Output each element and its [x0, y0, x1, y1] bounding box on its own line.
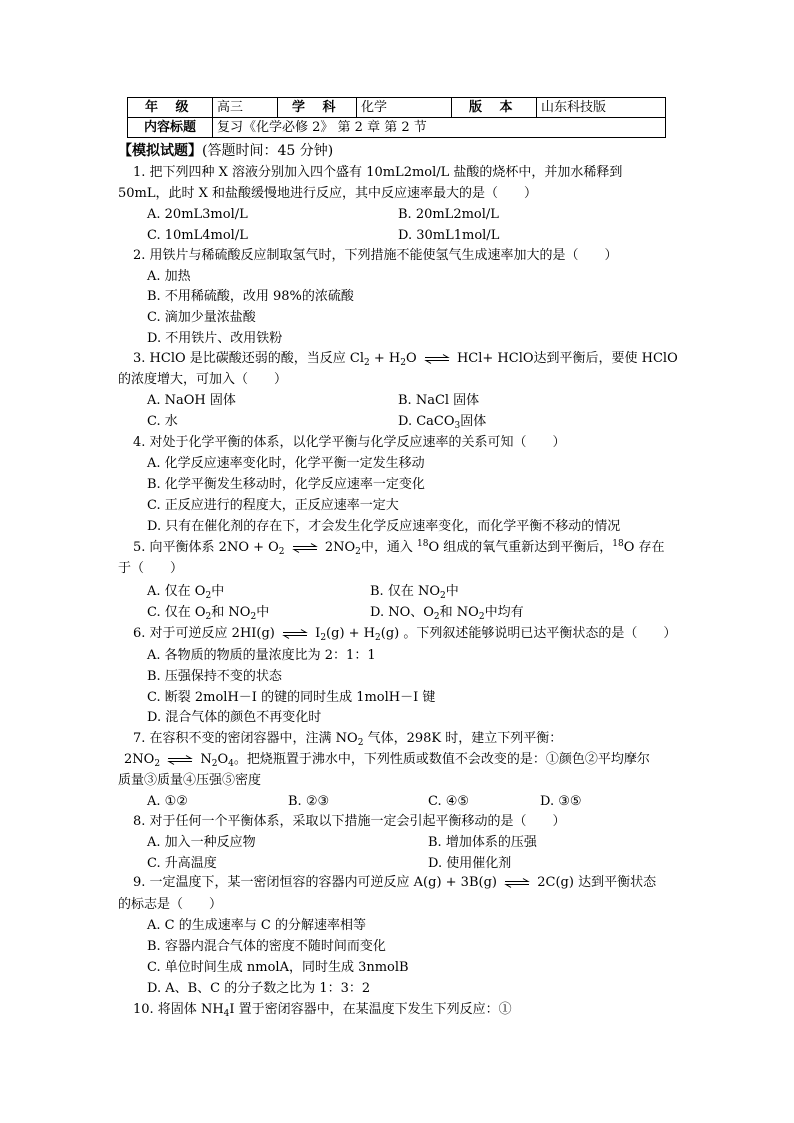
- q1-option-c: C. 10mL4mol/L: [147, 228, 248, 243]
- q6-text-a: 6. 对于可逆反应 2HI(g): [133, 626, 275, 641]
- equilibrium-arrow-icon: [424, 354, 450, 364]
- q6-option-a: A. 各物质的物质的量浓度比为 2：1：1: [147, 648, 376, 663]
- section-title: 【模拟试题】: [118, 143, 202, 159]
- q4-option-a: A. 化学反应速率变化时，化学平衡一定发生移动: [147, 456, 425, 471]
- q7-option-c: C. ④⑤: [428, 794, 470, 809]
- q7-text-f: 。把烧瓶置于沸水中，下列性质或数值不会改变的是：①颜色②平均摩尔: [233, 752, 650, 767]
- q5-option-c: [147, 603, 269, 623]
- q6-option-c: C. 断裂 2molH－I 的键的同时生成 1molH－I 键: [147, 690, 436, 705]
- q2-option-d: D. 不用铁片、改用铁粉: [147, 331, 283, 346]
- grade-label: 年 级: [128, 98, 213, 118]
- q9-line1: [133, 873, 656, 893]
- q6-option-d: D. 混合气体的颜色不再变化时: [147, 710, 322, 725]
- isotope-18: 18: [417, 539, 429, 549]
- q6-text-c: (g) + H: [326, 626, 376, 641]
- edition-value: 山东科技版: [537, 98, 666, 118]
- q5-d-text-end: 中均有: [484, 605, 524, 620]
- q2-option-b: B. 不用稀硫酸，改用 98%的浓硫酸: [147, 289, 354, 304]
- isotope-18: 18: [612, 539, 624, 549]
- q6-text-b: I: [315, 626, 321, 641]
- q5-option-b: [370, 582, 459, 602]
- q3-option-c: C. 水: [147, 414, 178, 429]
- q10-text-a: 10. 将固体 NH: [133, 1002, 224, 1017]
- q7-text-a: 7. 在容积不变的密闭容器中，注满 NO: [133, 731, 358, 746]
- q5-text-b: 2NO: [324, 540, 356, 555]
- q10-line1: [133, 1000, 512, 1020]
- q7-option-d: D. ③⑤: [540, 794, 582, 809]
- sub-2: 2: [357, 738, 364, 748]
- q1-option-a: A. 20mL3mol/L: [147, 207, 248, 222]
- edition-label: 版 本: [452, 98, 537, 118]
- q7-text-d: N: [200, 752, 212, 767]
- q6-option-b: B. 压强保持不变的状态: [147, 669, 282, 684]
- q5-d-text-mid: 和 NO: [439, 605, 479, 620]
- sub-2: 2: [250, 612, 257, 622]
- q5-text-a: 5. 向平衡体系 2NO + O: [133, 540, 279, 555]
- q2-line1: 2. 用铁片与稀硫酸反应制取氢气时，下列措施不能使氢气生成速率加大的是（ ）: [133, 248, 618, 263]
- q2-option-c: C. 滴加少量浓盐酸: [147, 310, 256, 325]
- sub-4: 4: [228, 759, 234, 769]
- q9-option-b: B. 容器内混合气体的密度不随时间而变化: [147, 939, 386, 954]
- topic-value: 复习《化学必修 2》 第 2 章 第 2 节: [213, 118, 666, 138]
- sub-2: 2: [478, 612, 485, 622]
- q1-option-d: D. 30mL1mol/L: [398, 228, 500, 243]
- q9-line2: 的标志是（ ）: [118, 897, 223, 912]
- q6-line1: [133, 624, 676, 644]
- q3-text-a: 3. HClO 是比碳酸还弱的酸，当反应 Cl: [133, 351, 365, 366]
- sub-2: 2: [154, 759, 161, 769]
- q5-text-e: O 存在: [623, 540, 665, 555]
- equilibrium-arrow-icon: [504, 878, 530, 888]
- sub-2: 2: [375, 633, 381, 643]
- sub-2: 2: [439, 591, 446, 601]
- q5-text-c: 中，通入: [360, 540, 413, 555]
- q5-c-text-mid: 和 NO: [211, 605, 251, 620]
- info-table: [127, 97, 666, 138]
- sub-2: 2: [355, 547, 361, 557]
- equilibrium-arrow-icon: [292, 543, 318, 553]
- q7-option-a: A. ①②: [147, 794, 188, 809]
- q3-line1: [133, 349, 678, 369]
- q5-text-d: O 组成的氧气重新达到平衡后，: [428, 540, 613, 555]
- equilibrium-arrow-icon: [167, 755, 193, 765]
- sub-2: 2: [364, 358, 370, 368]
- q1-line1: 1. 把下列四种 X 溶液分别加入四个盛有 10mL2mol/L 盐酸的烧杯中，并加水稀释到: [133, 165, 623, 180]
- q9-text-b: 2C(g) 达到平衡状态: [537, 875, 657, 890]
- q1-line2: 50mL，此时 X 和盐酸缓慢地进行反应，其中反应速率最大的是（ ）: [118, 186, 538, 201]
- q7-option-b: B. ②③: [288, 794, 330, 809]
- q8-option-d: D. 使用催化剂: [428, 856, 512, 871]
- q2-option-a: A. 加热: [147, 269, 191, 284]
- q3-text-d: HCl+ HClO达到平衡后，要使 HClO: [456, 351, 678, 366]
- topic-label: 内容标题: [128, 118, 213, 138]
- q5-c-text: C. 仅在 O: [147, 605, 206, 620]
- q7-text-c: 2NO: [124, 752, 155, 767]
- q1-option-b: B. 20mL2mol/L: [398, 207, 499, 222]
- q5-b-text-end: 中: [445, 584, 459, 599]
- section-header: [118, 141, 333, 161]
- q8-option-c: C. 升高温度: [147, 856, 217, 871]
- grade-value: 高三: [213, 98, 278, 118]
- answer-time: (答题时间：45 分钟): [202, 143, 334, 159]
- q3-option-d: [398, 412, 486, 432]
- q5-option-d: [370, 603, 524, 623]
- q3-line2: 的浓度增大，可加入（ ）: [118, 372, 288, 387]
- q8-option-b: B. 增加体系的压强: [428, 835, 537, 850]
- sub-3: 3: [454, 421, 461, 431]
- sub-4: 4: [223, 1009, 230, 1019]
- sub-2: 2: [320, 633, 327, 643]
- q5-a-text-end: 中: [211, 584, 225, 599]
- q5-line1: [133, 538, 665, 558]
- q8-option-a: A. 加入一种反应物: [147, 835, 256, 850]
- q7-text-e: O: [217, 752, 229, 767]
- q3-option-b: B. NaCl 固体: [398, 393, 480, 408]
- sub-2: 2: [278, 547, 285, 557]
- q10-text-b: I 置于密闭容器中，在某温度下发生下列反应：①: [229, 1002, 512, 1017]
- q5-a-text: A. 仅在 O: [147, 584, 206, 599]
- q4-option-c: C. 正反应进行的程度大，正反应速率一定大: [147, 498, 399, 513]
- q5-line2: 于（ ）: [118, 561, 184, 576]
- q3-d-text: D. CaCO: [398, 414, 455, 429]
- sub-2: 2: [211, 759, 218, 769]
- equilibrium-arrow-icon: [282, 629, 308, 639]
- q5-b-text: B. 仅在 NO: [370, 584, 440, 599]
- q5-d-text: D. NO、O: [370, 605, 434, 620]
- q3-d-text-end: 固体: [460, 414, 487, 429]
- sub-2: 2: [205, 612, 212, 622]
- q3-option-a: A. NaOH 固体: [147, 393, 236, 408]
- q9-text-a: 9. 一定温度下，某一密闭恒容的容器内可逆反应 A(g) + 3B(g): [133, 875, 497, 890]
- q4-option-b: B. 化学平衡发生移动时，化学反应速率一定变化: [147, 477, 425, 492]
- q4-option-d: D. 只有在催化剂的存在下，才会发生化学反应速率变化，而化学平衡不移动的情况: [147, 519, 621, 534]
- q9-option-a: A. C 的生成速率与 C 的分解速率相等: [147, 918, 366, 933]
- sub-2: 2: [205, 591, 212, 601]
- subject-value: 化学: [357, 98, 452, 118]
- sub-2: 2: [400, 358, 406, 368]
- q7-text-b: 气体，298K 时，建立下列平衡：: [367, 731, 563, 746]
- sub-2: 2: [433, 612, 440, 622]
- q6-text-d: (g) 。下列叙述能够说明已达平衡状态的是（ ）: [380, 626, 677, 641]
- q8-line1: 8. 对于任何一个平衡体系，采取以下措施一定会引起平衡移动的是（ ）: [133, 814, 566, 829]
- q3-text-c: O: [405, 351, 417, 366]
- q7-line3: 质量③质量④压强⑤密度: [118, 773, 262, 788]
- q5-c-text-end: 中: [256, 605, 270, 620]
- q9-option-d: D. A、B、C 的分子数之比为 1：3：2: [147, 981, 371, 996]
- subject-label: 学 科: [278, 98, 357, 118]
- q3-text-b: + H: [369, 351, 401, 366]
- q9-option-c: C. 单位时间生成 nmolA，同时生成 3nmolB: [147, 960, 409, 975]
- q5-option-a: [147, 582, 224, 602]
- q7-line2: [124, 750, 650, 770]
- q4-line1: 4. 对处于化学平衡的体系，以化学平衡与化学反应速率的关系可知（ ）: [133, 435, 566, 450]
- q7-line1: [133, 729, 562, 749]
